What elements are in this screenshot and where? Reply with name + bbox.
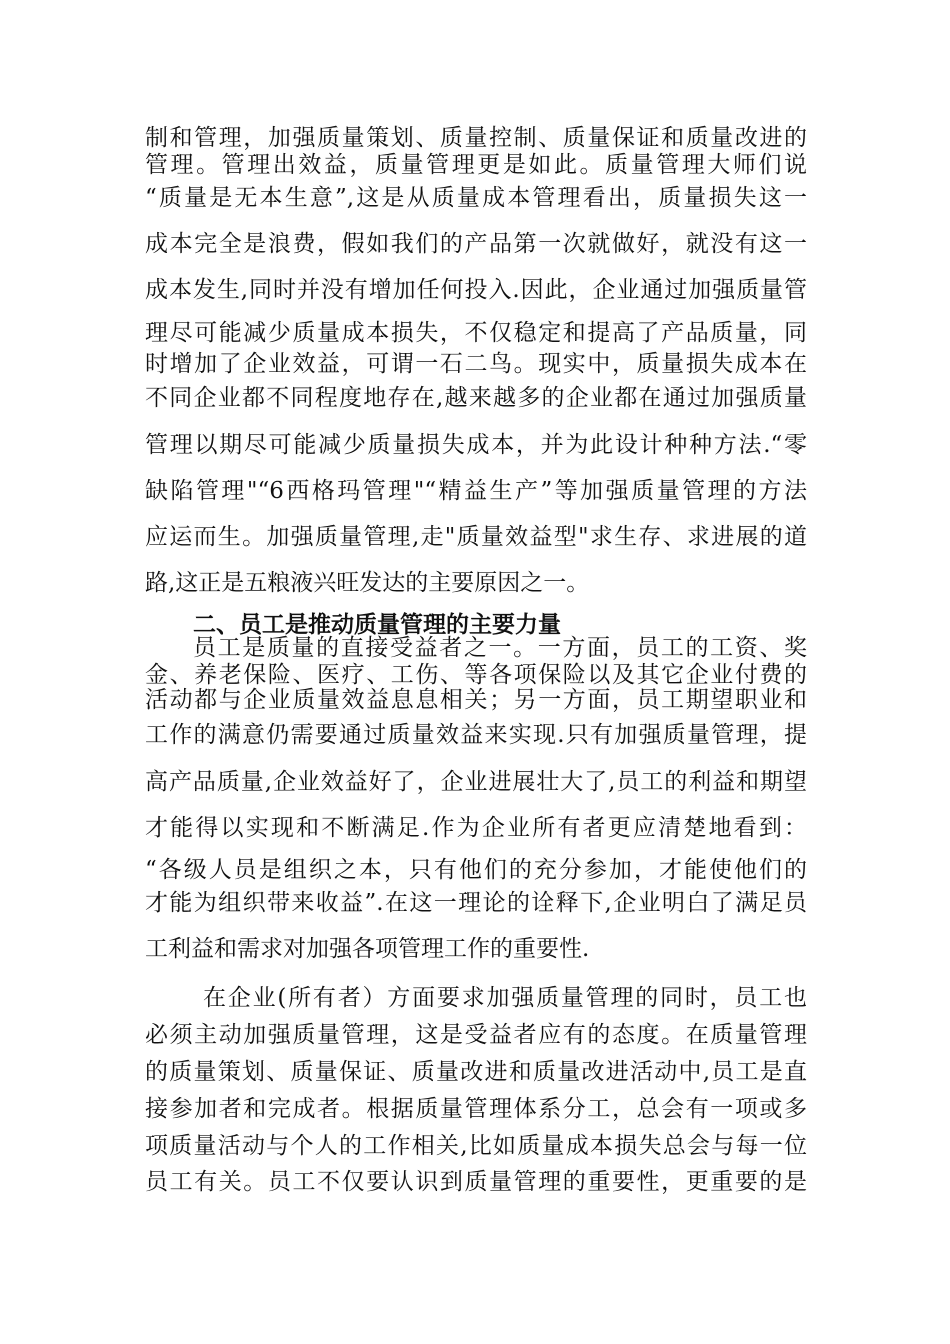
text-line: 员工是质量的直接受益者之一。一方面，员工的工资、奖 <box>193 635 807 661</box>
text-line: 时增加了企业效益，可谓一石二鸟。现实中，质量损失成本在 <box>145 351 807 377</box>
text-line: 在企业(所有者）方面要求加强质量管理的同时，员工也 <box>203 985 807 1011</box>
text-line: 金、养老保险、医疗、工伤、等各项保险以及其它企业付费的 <box>145 662 807 688</box>
text-line: 才能为组织带来收益”.在这一理论的诠释下,企业明白了满足员 <box>145 890 807 916</box>
text-line: “质量是无本生意”,这是从质量成本管理看出，质量损失这一 <box>145 185 807 211</box>
text-line: 缺陷管理"“6西格玛管理"“精益生产”等加强质量管理的方法 <box>145 478 807 504</box>
text-line: 的质量策划、质量保证、质量改进和质量改进活动中,员工是直 <box>145 1059 807 1085</box>
text-line: 必须主动加强质量管理，这是受益者应有的态度。在质量管理 <box>145 1022 807 1048</box>
text-line: 员工有关。员工不仅要认识到质量管理的重要性，更重要的是 <box>145 1169 807 1195</box>
text-line: 工利益和需求对加强各项管理工作的重要性. <box>145 936 590 962</box>
text-line: “各级人员是组织之本，只有他们的充分参加，才能使他们的 <box>145 857 807 883</box>
text-line: 才能得以实现和不断满足.作为企业所有者更应清楚地看到： <box>145 815 807 841</box>
text-line: 活动都与企业质量效益息息相关；另一方面，员工期望职业和 <box>145 687 807 713</box>
text-line: 制和管理，加强质量策划、质量控制、质量保证和质量改进的 <box>145 125 807 151</box>
text-line: 项质量活动与个人的工作相关,比如质量成本损失总会与每一位 <box>145 1133 807 1159</box>
text-line: 高产品质量,企业效益好了，企业进展壮大了,员工的利益和期望 <box>145 769 807 795</box>
text-line: 接参加者和完成者。根据质量管理体系分工，总会有一项或多 <box>145 1096 807 1122</box>
text-line: 管理以期尽可能减少质量损失成本，并为此设计种种方法.“零 <box>145 432 807 458</box>
text-line: 成本发生,同时并没有增加任何投入.因此，企业通过加强质量管 <box>145 277 807 303</box>
text-line: 工作的满意仍需要通过质量效益来实现.只有加强质量管理，提 <box>145 722 807 748</box>
text-line: 理尽可能减少质量成本损失，不仅稳定和提高了产品质量，同 <box>145 320 807 346</box>
text-line: 路,这正是五粮液兴旺发达的主要原因之一。 <box>145 570 590 596</box>
text-line: 成本完全是浪费，假如我们的产品第一次就做好，就没有这一 <box>145 231 807 257</box>
text-line: 应运而生。加强质量管理,走"质量效益型"求生存、求进展的道 <box>145 524 807 550</box>
text-line: 管理。管理出效益，质量管理更是如此。质量管理大师们说 <box>145 152 807 178</box>
section-heading: 二、员工是推动质量管理的主要力量 <box>193 611 561 638</box>
text-line: 不同企业都不同程度地存在,越来越多的企业都在通过加强质量 <box>145 385 807 411</box>
